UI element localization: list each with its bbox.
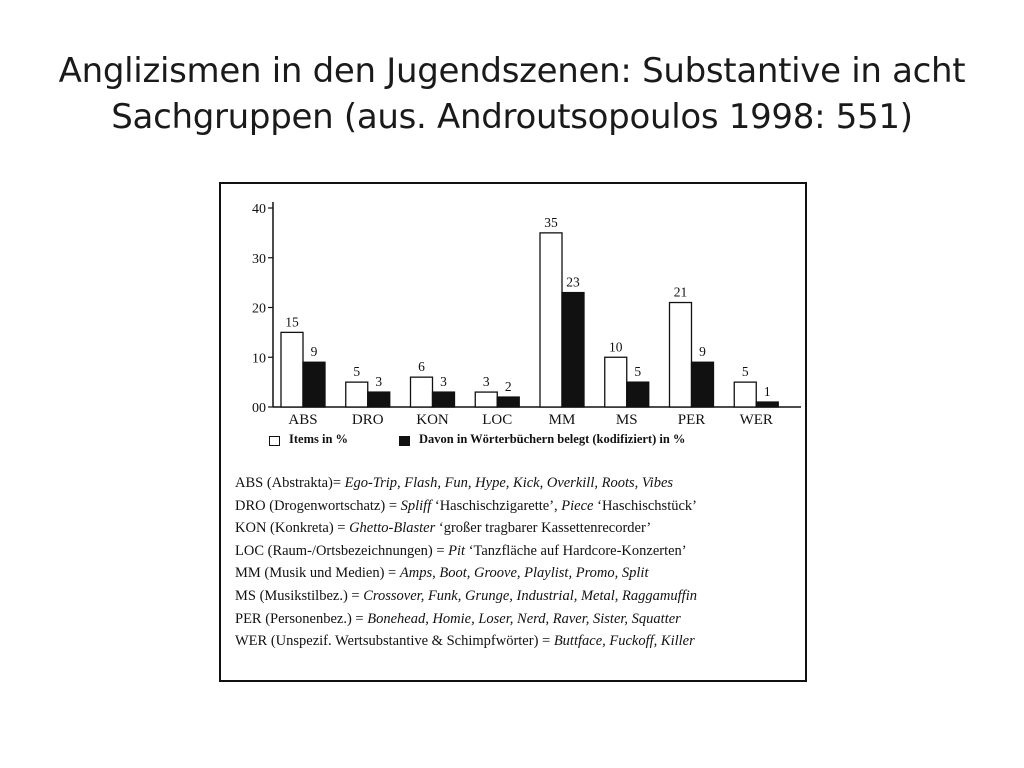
glossary-row bbox=[235, 495, 801, 518]
glossary-examples: Piece bbox=[561, 497, 594, 514]
glossary-gloss: ‘Haschischzigarette’, bbox=[431, 497, 562, 514]
glossary-row bbox=[235, 472, 801, 495]
legend-label-codified-main: Davon in Wörterbüchern belegt (kodifiziert) bbox=[419, 432, 657, 446]
glossary-term: LOC (Raum-/Ortsbezeichnungen) = bbox=[235, 542, 449, 559]
legend-swatch-codified bbox=[399, 436, 410, 446]
x-category-label: LOC bbox=[482, 412, 513, 428]
slide-title-line-2: Sachgruppen (aus. Androutsopoulos 1998: 551) bbox=[111, 97, 913, 137]
bar-items bbox=[734, 382, 756, 407]
y-tick-label: 20 bbox=[252, 301, 266, 317]
data-label-codified: 2 bbox=[504, 379, 512, 395]
x-category-label: DRO bbox=[351, 412, 384, 428]
bar-codified bbox=[368, 392, 390, 407]
legend-label-codified-suffix: in % bbox=[659, 432, 686, 446]
glossary-row bbox=[235, 585, 801, 608]
bar-codified bbox=[756, 402, 778, 407]
x-category-label: ABS bbox=[288, 412, 318, 428]
glossary-examples: Crossover, Funk, Grunge, Industrial, Metal, Raggamuffin bbox=[363, 587, 697, 604]
bar-items bbox=[281, 332, 303, 407]
glossary-row bbox=[235, 540, 801, 563]
glossary-examples: Spliff bbox=[400, 497, 432, 514]
bar-codified bbox=[303, 362, 325, 407]
glossary-term: PER (Personenbez.) = bbox=[235, 610, 368, 627]
bar-items bbox=[475, 392, 497, 407]
data-label-codified: 3 bbox=[375, 374, 383, 390]
glossary-term: WER (Unspezif. Wertsubstantive & Schimpfwörter) = bbox=[235, 633, 554, 650]
data-label-codified: 5 bbox=[634, 364, 642, 380]
glossary-gloss: ‘großer tragbarer Kassettenrecorder’ bbox=[435, 520, 652, 537]
y-tick-label: 40 bbox=[252, 202, 266, 217]
legend-label-items: Items in % bbox=[289, 432, 349, 446]
glossary-term: MS (Musikstilbez.) = bbox=[235, 587, 364, 604]
y-tick-label: 00 bbox=[252, 401, 266, 416]
glossary-examples: Buttface, Fuckoff, Killer bbox=[553, 633, 695, 650]
bar-items bbox=[411, 377, 433, 407]
data-label-items: 35 bbox=[544, 214, 558, 230]
bar-codified bbox=[433, 392, 455, 407]
glossary-examples: Ego-Trip, Flash, Fun, Hype, Kick, Overkill, Roots, Vibes bbox=[344, 475, 674, 491]
data-label-items: 21 bbox=[673, 284, 688, 300]
bar-items bbox=[605, 357, 627, 407]
x-category-label: MM bbox=[548, 412, 576, 428]
x-category-label: PER bbox=[677, 412, 706, 428]
category-glossary bbox=[235, 472, 801, 653]
glossary-row bbox=[235, 562, 801, 585]
y-tick-label: 10 bbox=[252, 351, 266, 367]
glossary-term: KON (Konkreta) = bbox=[235, 520, 350, 537]
figure-frame bbox=[219, 182, 807, 682]
glossary-examples: Bonehead, Homie, Loser, Nerd, Raver, Sister, Squatter bbox=[367, 610, 681, 627]
glossary-gloss: ‘Tanzfläche auf Hardcore-Konzerten’ bbox=[465, 542, 687, 559]
glossary-row bbox=[235, 517, 801, 540]
glossary-gloss: ‘Haschischstück’ bbox=[593, 497, 697, 514]
data-label-items: 5 bbox=[353, 364, 361, 380]
data-label-items: 15 bbox=[285, 314, 299, 330]
glossary-term: DRO (Drogenwortschatz) = bbox=[235, 497, 401, 514]
data-label-codified: 9 bbox=[699, 344, 706, 360]
data-label-codified: 23 bbox=[566, 274, 580, 290]
bar-items bbox=[670, 303, 692, 407]
glossary-term: ABS (Abstrakta)= bbox=[235, 475, 345, 491]
bar-codified bbox=[627, 382, 649, 407]
data-label-items: 6 bbox=[418, 359, 425, 375]
legend-label-codified bbox=[419, 432, 685, 447]
bar-items bbox=[346, 382, 368, 407]
x-category-label: KON bbox=[416, 412, 449, 428]
data-label-codified: 1 bbox=[763, 384, 771, 400]
glossary-term: MM (Musik und Medien) = bbox=[235, 565, 400, 582]
glossary-examples: Amps, Boot, Groove, Playlist, Promo, Split bbox=[399, 565, 649, 582]
data-label-items: 5 bbox=[741, 364, 749, 380]
bar-codified bbox=[562, 293, 584, 407]
bar-codified bbox=[497, 397, 519, 407]
legend-swatch-items bbox=[269, 436, 280, 446]
glossary-examples: Ghetto-Blaster bbox=[349, 520, 436, 537]
bar-items bbox=[540, 233, 562, 407]
data-label-items: 3 bbox=[482, 374, 490, 390]
y-tick-label: 30 bbox=[252, 251, 266, 267]
slide-title bbox=[40, 48, 984, 140]
data-label-codified: 3 bbox=[440, 374, 447, 390]
x-category-label: MS bbox=[615, 412, 638, 428]
bar-codified bbox=[692, 362, 714, 407]
chart-legend bbox=[221, 430, 805, 456]
data-label-items: 10 bbox=[609, 339, 623, 355]
data-label-codified: 9 bbox=[310, 344, 318, 360]
glossary-row bbox=[235, 630, 801, 653]
glossary-row bbox=[235, 608, 801, 631]
x-category-label: WER bbox=[739, 412, 773, 428]
slide-title-line-1: Anglizismen in den Jugendszenen: Substantive in acht bbox=[58, 51, 966, 91]
glossary-examples: Pit bbox=[448, 542, 466, 559]
bar-chart bbox=[221, 184, 805, 430]
